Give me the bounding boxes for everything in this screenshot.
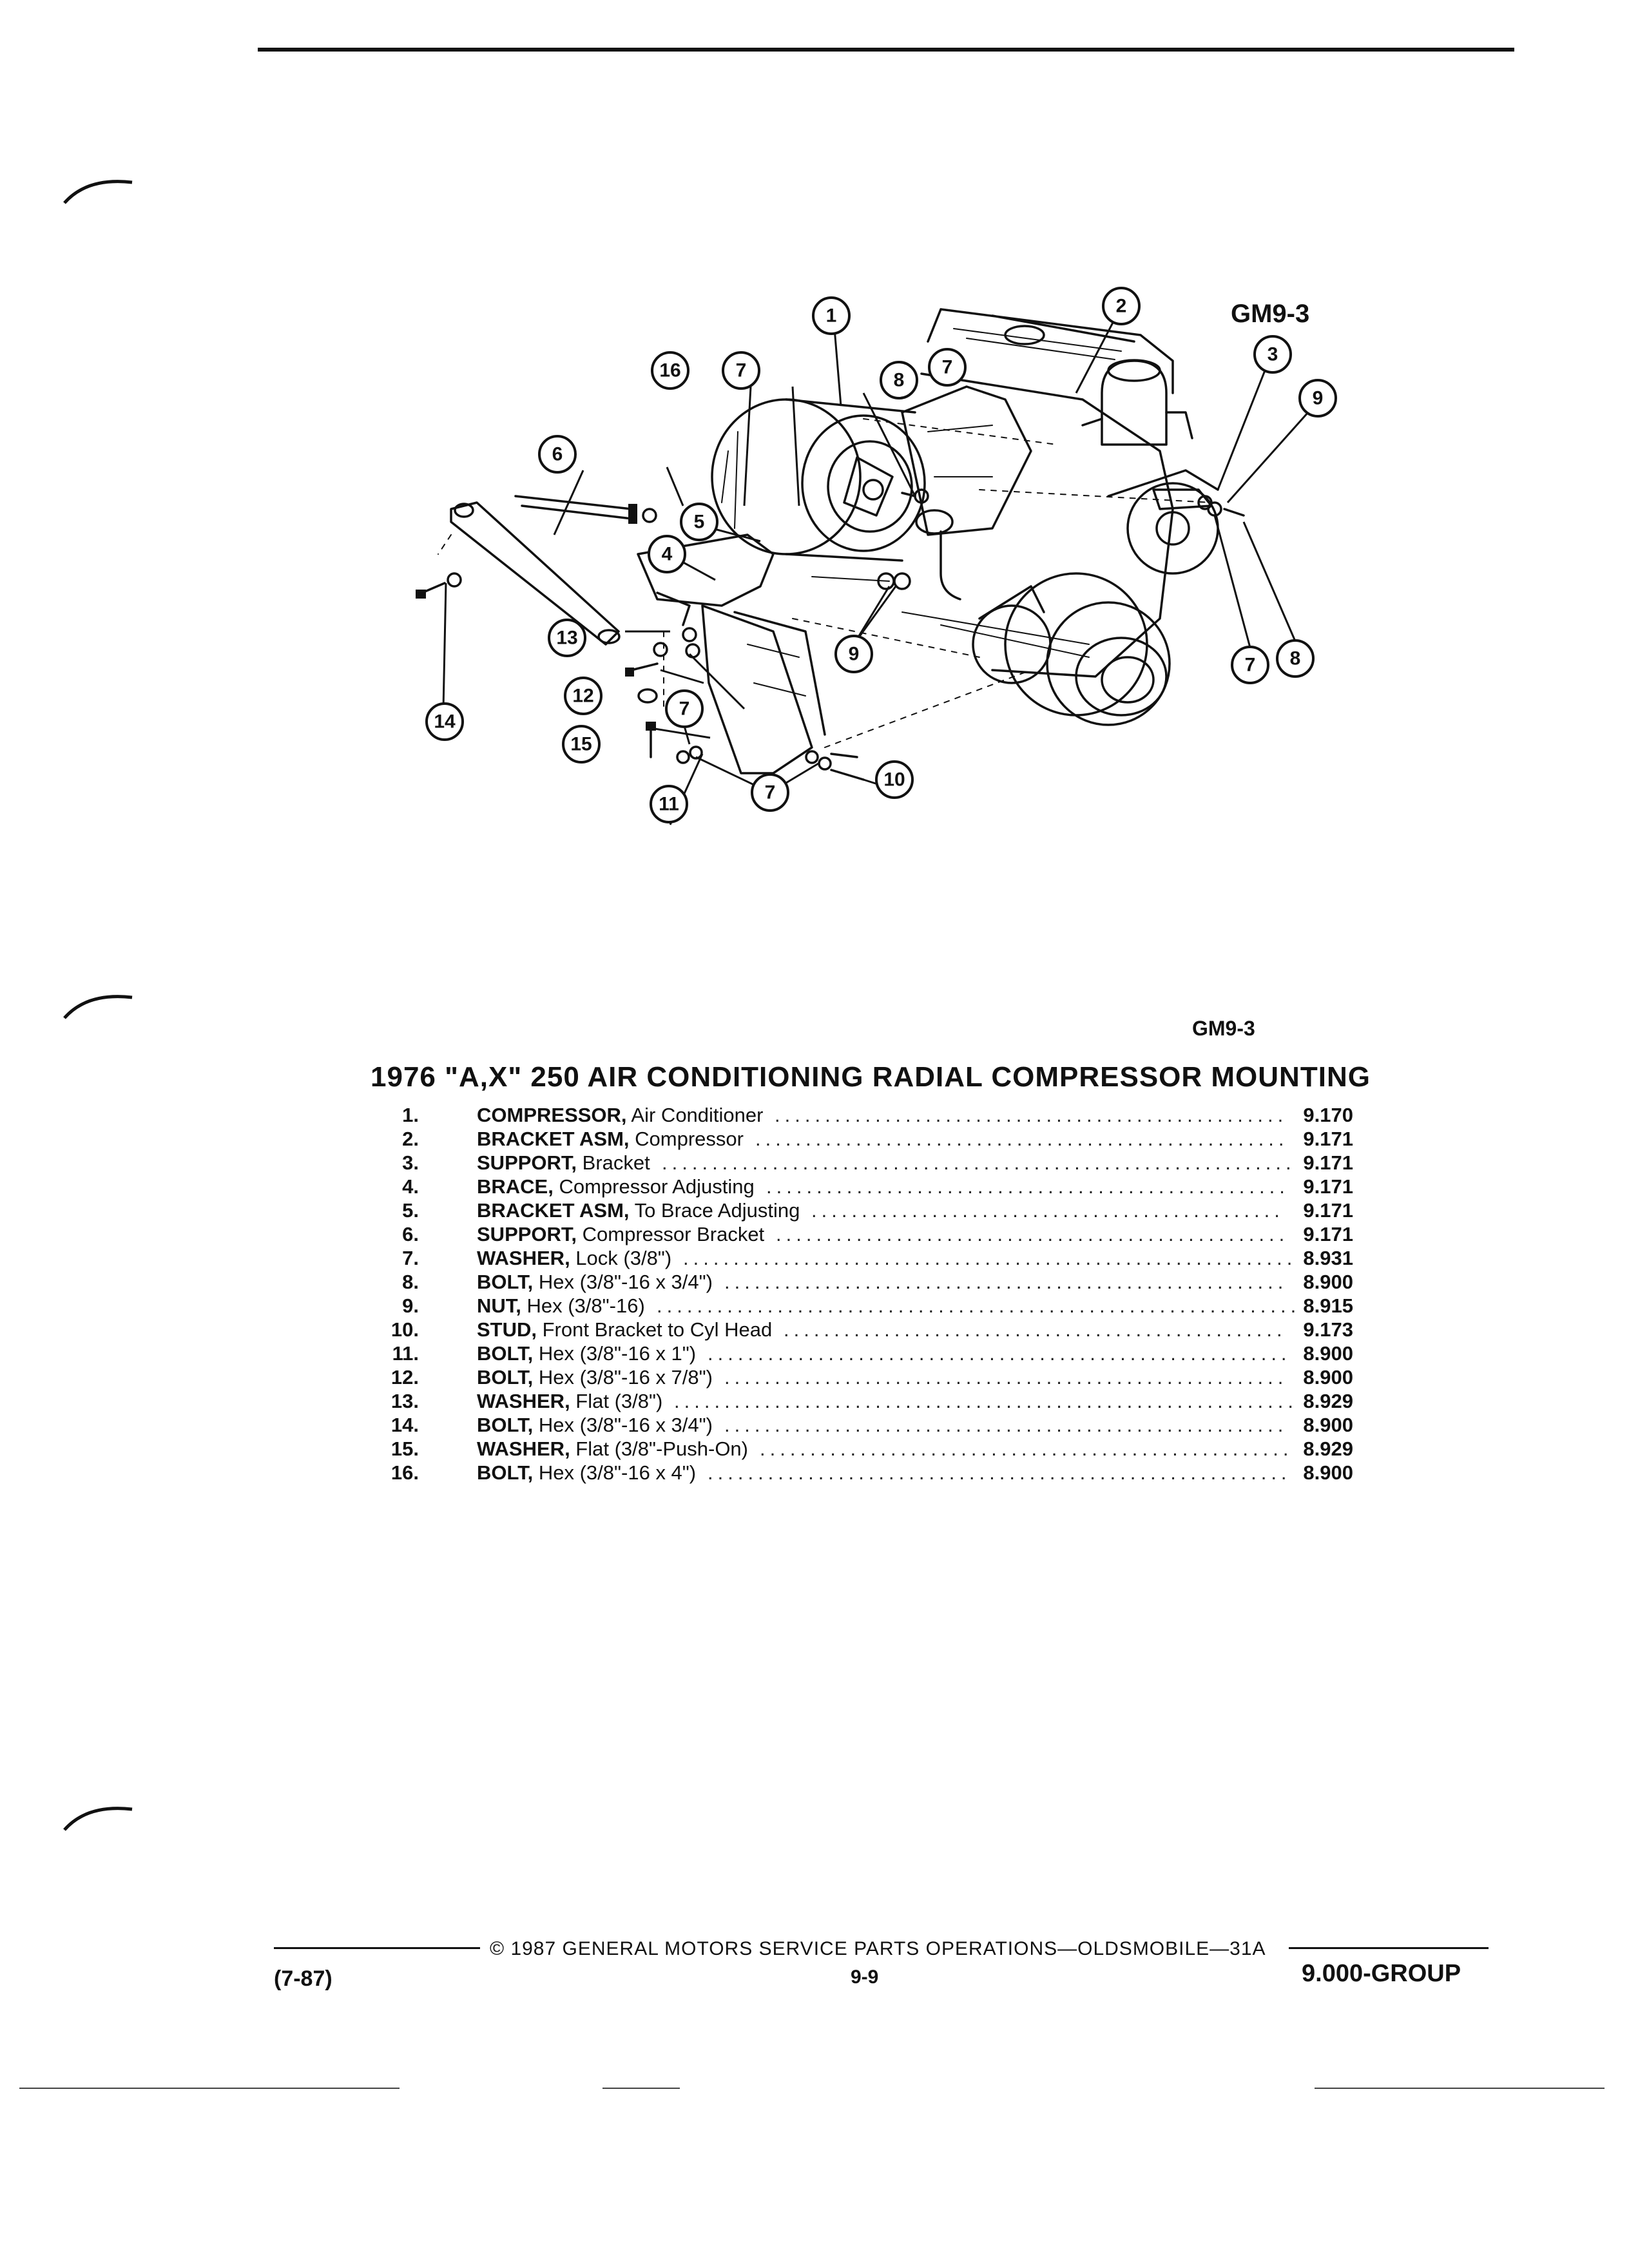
svg-text:8: 8 [1289, 648, 1301, 669]
callout-9-center [836, 636, 872, 672]
part-group-number: 9.170 [1303, 1104, 1353, 1126]
fasteners-art [416, 490, 1244, 780]
exploded-parts-diagram [412, 284, 1379, 863]
part-detail: Lock (3/8") [570, 1247, 672, 1269]
part-description [477, 1461, 696, 1485]
part-detail: Flat (3/8") [570, 1390, 663, 1412]
part-name: BRACKET ASM, [477, 1128, 630, 1150]
callout-12 [565, 678, 601, 714]
callout-16 [652, 352, 688, 389]
leader-dots: .......................................................... [708, 1342, 1291, 1365]
leader-dots: ........................................................ [724, 1366, 1288, 1389]
part-detail: Hex (3/8"-16 x 7/8") [533, 1366, 713, 1389]
parts-list-row [361, 1222, 1379, 1246]
part-group-number: 8.931 [1303, 1247, 1353, 1269]
part-description [477, 1151, 650, 1175]
parts-list-row [361, 1151, 1379, 1175]
callout-7-center [666, 691, 702, 727]
svg-text:2: 2 [1115, 295, 1127, 317]
part-number: 13. [390, 1390, 419, 1412]
part-name: BRACKET ASM, [477, 1199, 630, 1222]
part-name: BOLT, [477, 1366, 534, 1389]
part-number: 10. [390, 1318, 419, 1341]
part-description [477, 1198, 800, 1222]
svg-text:3: 3 [1267, 343, 1278, 365]
part-number: 4. [402, 1175, 419, 1198]
part-detail: To Brace Adjusting [629, 1199, 800, 1222]
part-group-number: 8.900 [1303, 1342, 1353, 1365]
part-name: WASHER, [477, 1437, 570, 1460]
binder-mark-top [61, 171, 139, 209]
footer-rule-right-bottom [1315, 2088, 1605, 2089]
crank-pulley-art [973, 573, 1170, 725]
callout-15 [563, 726, 599, 762]
parts-list [361, 1103, 1379, 1485]
part-name: STUD, [477, 1318, 537, 1341]
callout-1 [813, 298, 849, 334]
support-bracket-art [1153, 490, 1211, 509]
part-number: 3. [402, 1151, 419, 1174]
leader-dots: .......................................................... [708, 1461, 1291, 1484]
parts-list-row [361, 1198, 1379, 1222]
part-group-number: 9.171 [1303, 1128, 1353, 1150]
parts-list-row [361, 1294, 1379, 1318]
svg-text:13: 13 [556, 627, 578, 649]
leader-dots: .................................................. [784, 1318, 1287, 1341]
parts-list-row [361, 1365, 1379, 1389]
part-description [477, 1103, 763, 1127]
svg-text:9: 9 [848, 643, 860, 665]
callout-8-top [881, 362, 917, 398]
part-group-number: 8.915 [1303, 1294, 1353, 1317]
callout-6 [539, 436, 575, 472]
part-name: NUT, [477, 1294, 521, 1317]
water-pump-art [1108, 470, 1218, 573]
part-detail: Air Conditioner [626, 1104, 764, 1126]
leader-dots: ................................................... [776, 1223, 1289, 1245]
svg-text:7: 7 [679, 698, 690, 720]
part-number: 16. [390, 1461, 419, 1484]
part-detail: Compressor Bracket [577, 1223, 765, 1245]
parts-list-row [361, 1389, 1379, 1413]
leader-dots: ..................................................... [760, 1437, 1293, 1460]
part-group-number: 8.900 [1303, 1461, 1353, 1484]
parts-list-row [361, 1461, 1379, 1485]
parts-list-row [361, 1270, 1379, 1294]
figure-code-top: GM9-3 [1231, 300, 1310, 328]
part-description [477, 1437, 748, 1461]
binder-mark-bottom [61, 1798, 139, 1836]
part-description [477, 1246, 671, 1270]
part-number: 14. [390, 1414, 419, 1436]
part-name: SUPPORT, [477, 1151, 577, 1174]
part-name: BOLT, [477, 1461, 534, 1484]
part-number: 6. [402, 1223, 419, 1245]
part-description [477, 1175, 755, 1198]
part-name: BOLT, [477, 1342, 534, 1365]
callout-8-right [1277, 640, 1313, 677]
part-group-number: 9.171 [1303, 1175, 1353, 1198]
part-description [477, 1127, 744, 1151]
leader-dots: ................................................................ [657, 1294, 1301, 1317]
part-description [477, 1222, 764, 1246]
part-name: BOLT, [477, 1271, 534, 1293]
svg-text:11: 11 [659, 793, 679, 815]
part-number: 7. [402, 1247, 419, 1269]
part-detail: Hex (3/8"-16 x 3/4") [533, 1414, 713, 1436]
svg-text:6: 6 [552, 443, 563, 465]
leader-dots: .............................................................. [674, 1390, 1298, 1412]
part-description [477, 1270, 713, 1294]
callout-14 [427, 704, 463, 740]
part-name: BOLT, [477, 1414, 534, 1436]
leader-dots: ............................................................... [662, 1151, 1296, 1174]
part-description [477, 1341, 696, 1365]
callout-11 [651, 786, 687, 822]
leader-dots: ........................................................ [724, 1414, 1288, 1436]
part-description [477, 1365, 713, 1389]
part-number: 8. [402, 1271, 419, 1293]
part-detail: Front Bracket to Cyl Head [537, 1318, 773, 1341]
header-rule [258, 48, 1514, 52]
part-detail: Hex (3/8"-16 x 3/4") [533, 1271, 713, 1293]
callout-9-right [1300, 380, 1336, 416]
part-detail: Bracket [577, 1151, 650, 1174]
part-number: 9. [402, 1294, 419, 1317]
part-number: 11. [392, 1342, 419, 1365]
parts-list-row [361, 1437, 1379, 1461]
part-detail: Hex (3/8"-16 x 1") [533, 1342, 697, 1365]
svg-text:7: 7 [941, 356, 953, 378]
leader-dots: ............................................................. [683, 1247, 1297, 1269]
part-description [477, 1389, 662, 1413]
leader-dots: ........................................................ [724, 1271, 1288, 1293]
footer-page-number: 9-9 [851, 1966, 879, 1988]
parts-list-row [361, 1341, 1379, 1365]
part-group-number: 9.171 [1303, 1151, 1353, 1174]
part-number: 15. [390, 1437, 419, 1460]
svg-text:1: 1 [825, 305, 837, 327]
svg-text:10: 10 [883, 769, 905, 791]
part-number: 12. [390, 1366, 419, 1389]
part-name: COMPRESSOR, [477, 1104, 627, 1126]
callout-13 [549, 620, 585, 656]
callout-2 [1103, 288, 1139, 324]
parts-list-row [361, 1127, 1379, 1151]
leader-dots: ............................................... [811, 1199, 1284, 1222]
footer-copyright: © 1987 GENERAL MOTORS SERVICE PARTS OPERATIONS—OLDSMOBILE—31A [490, 1938, 1266, 1959]
svg-text:8: 8 [893, 369, 905, 391]
callout-4 [649, 536, 685, 572]
part-description [477, 1413, 713, 1437]
part-group-number: 8.900 [1303, 1271, 1353, 1293]
part-name: SUPPORT, [477, 1223, 577, 1245]
callout-3 [1255, 336, 1291, 372]
svg-text:5: 5 [693, 511, 705, 533]
binder-mark-middle [61, 986, 139, 1024]
callout-10 [876, 762, 912, 798]
leader-dots: .................................................... [766, 1175, 1289, 1198]
part-group-number: 9.171 [1303, 1223, 1353, 1245]
part-group-number: 8.929 [1303, 1437, 1353, 1460]
part-name: BRACE, [477, 1175, 554, 1198]
figure-code-bottom: GM9-3 [1192, 1017, 1255, 1040]
footer-revision-date: (7-87) [274, 1966, 333, 1991]
part-detail: Flat (3/8"-Push-On) [570, 1437, 748, 1460]
callout-7-bottom [752, 774, 788, 811]
callout-7-top-center [929, 349, 965, 385]
parts-list-row [361, 1318, 1379, 1341]
svg-text:9: 9 [1312, 387, 1324, 409]
part-detail: Compressor Adjusting [553, 1175, 755, 1198]
leader-dots: ................................................... [775, 1104, 1288, 1126]
svg-text:16: 16 [659, 360, 681, 381]
parts-list-row [361, 1413, 1379, 1437]
part-name: WASHER, [477, 1247, 570, 1269]
part-group-number: 8.900 [1303, 1414, 1353, 1436]
parts-list-row [361, 1175, 1379, 1198]
part-group-number: 8.929 [1303, 1390, 1353, 1412]
footer-group-number: 9.000-GROUP [1302, 1960, 1461, 1987]
svg-text:12: 12 [572, 685, 594, 707]
part-description [477, 1318, 772, 1341]
part-group-number: 8.900 [1303, 1366, 1353, 1389]
footer-rule-left-top [274, 1947, 480, 1949]
svg-text:15: 15 [570, 733, 592, 755]
fuel-pump-art [1083, 360, 1192, 445]
parts-list-row [361, 1246, 1379, 1270]
footer-rule-mid-bottom [602, 2088, 680, 2089]
svg-text:7: 7 [1244, 654, 1256, 676]
part-detail: Hex (3/8"-16 x 4") [533, 1461, 697, 1484]
parts-list-row [361, 1103, 1379, 1127]
footer-rule-right-top [1289, 1947, 1489, 1949]
part-number: 2. [402, 1128, 419, 1150]
parts-table-title: 1976 "A,X" 250 AIR CONDITIONING RADIAL COMPRESSOR MOUNTING [371, 1061, 1371, 1093]
svg-text:4: 4 [661, 543, 673, 565]
svg-text:14: 14 [434, 711, 456, 733]
leader-dots: ..................................................... [755, 1128, 1289, 1150]
part-name: WASHER, [477, 1390, 570, 1412]
part-number: 5. [402, 1199, 419, 1222]
part-detail: Hex (3/8"-16) [521, 1294, 645, 1317]
callout-5 [681, 504, 717, 540]
svg-text:7: 7 [735, 360, 747, 381]
compressor-bracket-support-art [451, 503, 619, 644]
part-group-number: 9.173 [1303, 1318, 1353, 1341]
part-number: 1. [402, 1104, 419, 1126]
part-description [477, 1294, 645, 1318]
footer-rule-left-bottom [19, 2088, 400, 2089]
svg-text:7: 7 [764, 782, 776, 803]
part-group-number: 9.171 [1303, 1199, 1353, 1222]
callout-7-right [1232, 647, 1268, 683]
callout-7-top-left [723, 352, 759, 389]
part-detail: Compressor [629, 1128, 744, 1150]
